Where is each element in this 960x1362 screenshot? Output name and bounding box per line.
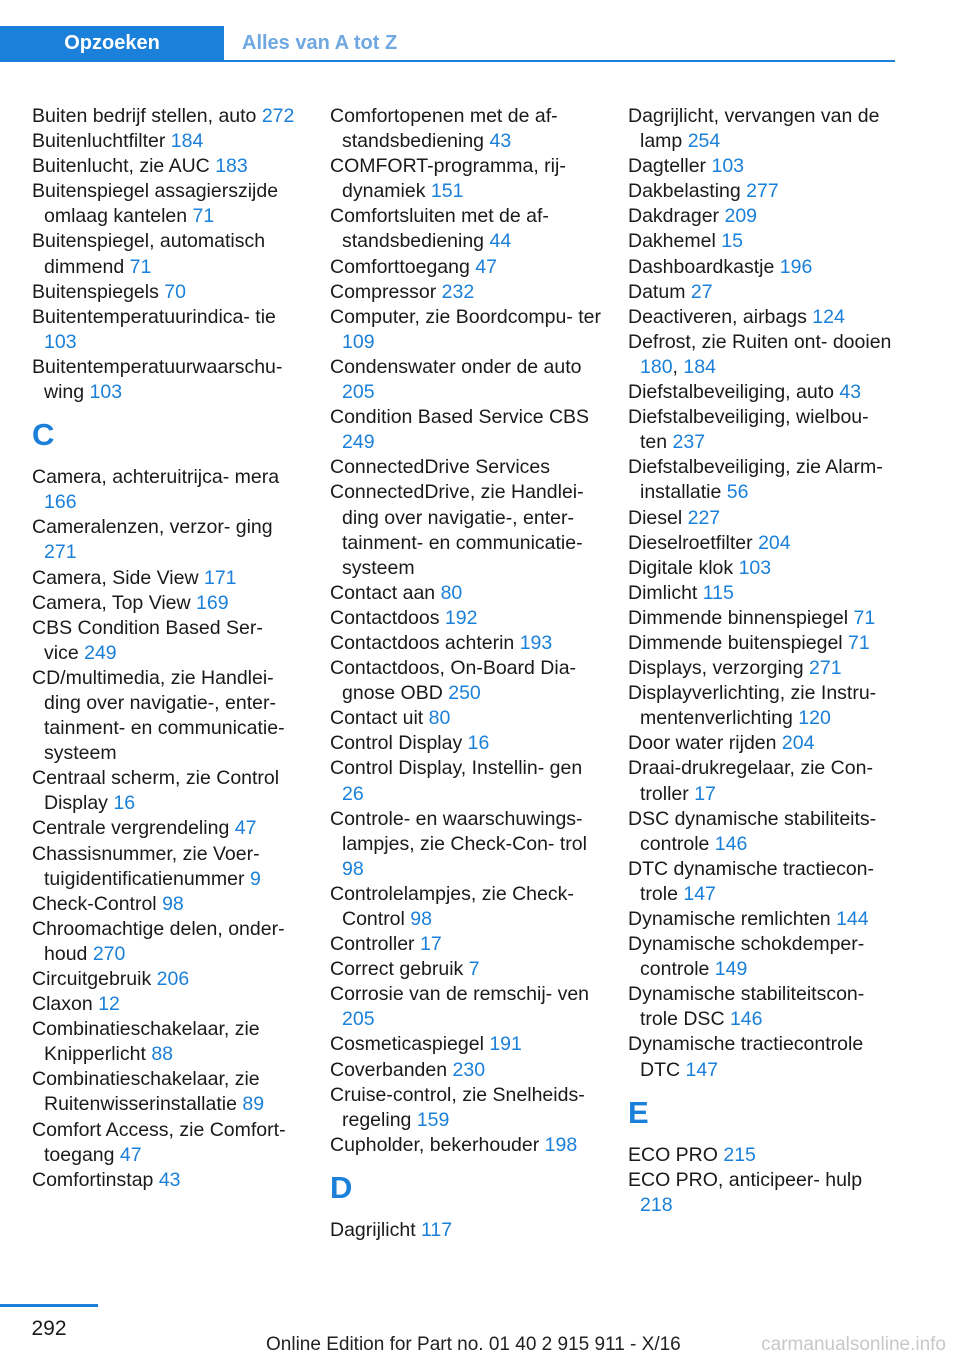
page-link[interactable]: 103 xyxy=(711,155,745,178)
index-entry xyxy=(628,556,900,581)
index-entry xyxy=(330,807,602,882)
page-link[interactable]: 271 xyxy=(809,657,842,680)
index-term: ConnectedDrive, zie Handlei‐ ding over navigatie-, enter‐ tainment- en communicatie‐ systeem xyxy=(330,481,584,579)
index-term: Cupholder, bekerhouder xyxy=(330,1133,540,1156)
page-link[interactable]: 47 xyxy=(475,255,497,278)
index-term: ECO PRO xyxy=(628,1143,718,1166)
index-entry xyxy=(628,154,900,179)
index-entry xyxy=(32,1118,302,1168)
index-entry xyxy=(32,591,302,616)
index-entry xyxy=(628,305,900,330)
index-entry xyxy=(330,606,602,631)
page-link[interactable]: 56 xyxy=(726,481,749,504)
index-term: Compressor xyxy=(330,280,437,303)
index-entry xyxy=(330,1133,602,1158)
page-link[interactable]: 149 xyxy=(714,958,748,981)
page-link[interactable]: 254 xyxy=(687,130,721,153)
index-term: Corrosie van de remschij‐ ven xyxy=(330,983,590,1006)
page-link[interactable]: 98 xyxy=(342,857,364,880)
index-entry xyxy=(330,204,602,254)
index-entry xyxy=(628,531,900,556)
index-entry xyxy=(628,681,900,731)
index-entry xyxy=(330,1058,602,1083)
index-entry xyxy=(330,305,602,355)
page-link[interactable]: 230 xyxy=(452,1058,486,1081)
page-link[interactable]: 80 xyxy=(428,707,451,730)
index-term: Dakdrager xyxy=(628,205,720,228)
index-term: DTC dynamische tractiecon‐ trole xyxy=(628,857,874,905)
page-link[interactable]: 80 xyxy=(440,581,463,604)
index-entry xyxy=(32,892,302,917)
index-entry xyxy=(330,882,602,932)
page-link[interactable]: 183 xyxy=(215,155,248,178)
index-term: Controlelampjes, zie Check- Control xyxy=(330,882,574,930)
index-term: Dakhemel xyxy=(628,230,716,253)
index-term: Check-Control xyxy=(32,892,157,915)
index-term: CD/multimedia, zie Handlei‐ ding over navigatie-, enter‐ tainment- en communicatie‐ systeem xyxy=(32,666,285,765)
index-entry xyxy=(32,816,302,841)
index-term: Control Display, Instellin‐ gen xyxy=(330,757,583,780)
page-link[interactable]: 70 xyxy=(164,280,186,303)
page-link[interactable]: 71 xyxy=(192,205,215,228)
index-term: DSC dynamische stabiliteits‐ controle xyxy=(628,807,877,855)
index-entry xyxy=(628,907,900,932)
page-link[interactable]: 12 xyxy=(98,993,120,1016)
index-term: Dagrijlicht, vervangen van de lamp xyxy=(628,105,880,153)
index-term: Door water rijden xyxy=(628,732,777,755)
edition-text: Online Edition for Part no. 01 40 2 915 911 - X/16 xyxy=(266,1334,681,1355)
page-link[interactable]: 171 xyxy=(203,566,237,589)
index-term: Computer, zie Boordcompu‐ ter xyxy=(330,305,601,328)
index-entry xyxy=(628,581,900,606)
index-entry xyxy=(32,355,302,405)
index-term: Centrale vergrendeling xyxy=(32,817,230,840)
index-term: Contact uit xyxy=(330,707,424,730)
page-link[interactable]: 9 xyxy=(249,867,261,890)
index-term: Chassisnummer, zie Voer‐ tuigidentificatienummer xyxy=(32,842,260,890)
index-entry xyxy=(32,129,302,154)
index-term: Contactdoos, On-Board Dia‐ gnose OBD xyxy=(330,657,577,705)
page-link[interactable]: 249 xyxy=(84,641,117,664)
index-entry xyxy=(32,104,302,129)
page-link[interactable]: 159 xyxy=(416,1108,450,1131)
index-term: Combinatieschakelaar, zie Knipperlicht xyxy=(32,1018,260,1066)
page-link[interactable]: 169 xyxy=(196,591,229,614)
page-link[interactable]: 204 xyxy=(758,531,791,554)
index-term: Digitale klok xyxy=(628,556,734,579)
page-link[interactable]: 249 xyxy=(342,431,375,454)
page-link[interactable]: 191 xyxy=(489,1033,522,1056)
index-term: Buitenlucht, zie AUC xyxy=(32,155,210,178)
page-link[interactable]: 271 xyxy=(44,541,77,564)
index-entry xyxy=(32,992,302,1017)
index-entry xyxy=(628,857,900,907)
page-link[interactable]: 180 xyxy=(640,355,673,378)
page-link[interactable]: 124 xyxy=(812,305,845,328)
page-link[interactable]: 103 xyxy=(44,330,77,353)
index-term: Datum xyxy=(628,280,686,303)
index-term: Dagrijlicht xyxy=(330,1218,416,1241)
page-link[interactable]: 7 xyxy=(468,958,480,981)
index-entry xyxy=(330,706,602,731)
index-term: Dakbelasting xyxy=(628,180,741,203)
index-term: Buitenspiegel, automatisch dimmend xyxy=(32,230,266,278)
index-entry xyxy=(628,731,900,756)
index-entry: Defrost, zie Ruiten ont‐ dooien 180, 184 xyxy=(628,330,892,378)
index-term: COMFORT-programma, rij‐ dynamiek xyxy=(330,155,566,203)
page-link[interactable]: 89 xyxy=(242,1093,265,1116)
index-entry xyxy=(628,756,900,806)
index-entry xyxy=(330,932,602,957)
index-term: Claxon xyxy=(32,993,93,1016)
index-entry xyxy=(330,1083,602,1133)
page-link[interactable]: 71 xyxy=(848,631,870,654)
page-link[interactable]: 193 xyxy=(519,631,553,654)
page-link[interactable]: 192 xyxy=(444,606,478,629)
page-link[interactable]: 43 xyxy=(489,130,512,153)
index-entry xyxy=(330,731,602,756)
index-term: Comfortsluiten met de af‐ standsbediening xyxy=(330,205,549,253)
index-entry xyxy=(330,756,602,806)
index-term: Dimmende buitenspiegel xyxy=(628,631,843,654)
page-link[interactable]: 15 xyxy=(721,230,743,253)
index-term: Buitenspiegel assagierszijde omlaag kantelen xyxy=(32,180,279,228)
index-entry xyxy=(330,957,602,982)
index-entry xyxy=(628,932,900,982)
index-entry xyxy=(628,1168,900,1218)
page-link[interactable]: 17 xyxy=(419,933,442,956)
page-link[interactable]: 147 xyxy=(685,1058,719,1081)
page-link[interactable]: 227 xyxy=(687,506,721,529)
page-link[interactable]: 47 xyxy=(234,817,257,840)
index-column-2 xyxy=(330,104,602,1243)
index-term: Correct gebruik xyxy=(330,958,464,981)
index-term: Controller xyxy=(330,933,415,956)
index-entry xyxy=(32,842,302,892)
index-column-3 xyxy=(628,104,900,1218)
page-link[interactable]: 16 xyxy=(467,732,490,755)
page-link[interactable]: 71 xyxy=(129,255,152,278)
page-link[interactable]: 43 xyxy=(158,1168,181,1191)
index-term: Camera, achteruitrijca‐ mera xyxy=(32,466,280,489)
index-term: ECO PRO, anticipeer‐ hulp xyxy=(628,1168,863,1191)
page-link[interactable]: 44 xyxy=(489,230,512,253)
page-link[interactable]: 206 xyxy=(156,968,190,990)
page-link[interactable]: 272 xyxy=(261,105,295,127)
index-entry xyxy=(628,1143,900,1168)
index-entry xyxy=(330,455,602,480)
index-entry xyxy=(628,204,900,229)
index-entry xyxy=(330,405,602,455)
tab-opzoeken[interactable]: Opzoeken xyxy=(0,26,224,60)
header-divider xyxy=(0,60,895,62)
page-link[interactable]: 109 xyxy=(342,330,375,353)
index-term: Dashboardkastje xyxy=(628,255,775,278)
index-entry xyxy=(32,917,302,967)
index-term: Dynamische remlichten xyxy=(628,908,831,930)
index-entry xyxy=(628,229,900,254)
index-term: Camera, Side View xyxy=(32,566,199,589)
index-entry xyxy=(32,967,302,992)
page-link[interactable]: 205 xyxy=(342,381,375,404)
index-term: Buitentemperatuurindica‐ tie xyxy=(32,305,276,328)
index-term: Combinatieschakelaar, zie Ruitenwisserinstallatie xyxy=(32,1068,260,1116)
page-link[interactable]: 146 xyxy=(729,1008,763,1031)
index-term: Defrost, zie Ruiten ont‐ dooien xyxy=(628,330,892,353)
index-entry xyxy=(32,515,302,565)
index-entry xyxy=(32,766,302,816)
index-entry xyxy=(628,631,900,656)
index-term: Dieselroetfilter xyxy=(628,531,753,554)
index-entry xyxy=(330,280,602,305)
page-link[interactable]: 250 xyxy=(448,682,481,705)
footer-divider xyxy=(0,1304,98,1307)
page-link[interactable]: 88 xyxy=(151,1043,174,1066)
page-link[interactable]: 16 xyxy=(113,792,136,815)
index-entry xyxy=(628,280,900,305)
index-term: Coverbanden xyxy=(330,1058,448,1081)
section-letter: D xyxy=(330,1169,353,1205)
page-link[interactable]: 232 xyxy=(441,280,475,303)
index-term: Camera, Top View xyxy=(32,591,191,614)
index-term: Diesel xyxy=(628,506,683,529)
index-term: Dynamische stabiliteitscon‐ trole DSC xyxy=(628,983,865,1031)
index-entry xyxy=(32,154,302,179)
index-term: Comfortinstap xyxy=(32,1168,154,1191)
page-link[interactable]: 277 xyxy=(746,180,779,203)
index-entry xyxy=(628,1032,900,1082)
page-link[interactable]: 237 xyxy=(672,431,706,454)
index-entry xyxy=(330,480,602,580)
page-link[interactable]: 209 xyxy=(724,205,758,228)
index-term: Draai-drukregelaar, zie Con‐ troller xyxy=(628,757,873,805)
page-link[interactable]: 270 xyxy=(92,942,126,965)
page-link[interactable]: 218 xyxy=(640,1193,673,1216)
index-term: Buiten bedrijf stellen, auto xyxy=(32,105,257,127)
page-link[interactable]: 151 xyxy=(430,180,464,203)
index-term: Deactiveren, airbags xyxy=(628,305,807,328)
index-entry xyxy=(330,104,602,154)
index-entry xyxy=(628,506,900,531)
index-entry xyxy=(628,606,900,631)
index-entry xyxy=(330,154,602,204)
index-term: Centraal scherm, zie Control Display xyxy=(32,767,280,815)
index-term: Condition Based Service CBS xyxy=(330,406,590,429)
index-entry xyxy=(330,631,602,656)
index-term: Dagteller xyxy=(628,155,707,178)
index-entry xyxy=(32,616,302,666)
tab-alles-van-a-tot-z[interactable]: Alles van A tot Z xyxy=(242,32,398,54)
page-link[interactable]: 184 xyxy=(170,130,204,153)
page-link[interactable]: 144 xyxy=(836,908,869,930)
section-letter: C xyxy=(32,417,55,453)
page-link[interactable]: 115 xyxy=(702,581,734,604)
index-entry xyxy=(628,179,900,204)
index-term: Dynamische schokdemper‐ controle xyxy=(628,933,865,981)
index-term: Dimmende binnenspiegel xyxy=(628,606,849,629)
index-entry xyxy=(330,982,602,1032)
page-link[interactable]: 198 xyxy=(544,1133,578,1156)
index-entry xyxy=(330,355,602,405)
section-letter: E xyxy=(628,1094,649,1130)
index-entry xyxy=(32,566,302,591)
index-term: Diefstalbeveiliging, wielbou‐ ten xyxy=(628,406,869,454)
index-term: Controle- en waarschuwings‐ lampjes, zie Check-Con‐ trol xyxy=(330,807,587,855)
index-term: Comforttoegang xyxy=(330,255,470,278)
index-term: Cameralenzen, verzor‐ ging xyxy=(32,516,273,539)
page-link[interactable]: 103 xyxy=(738,556,772,579)
page-link[interactable]: 166 xyxy=(44,491,77,514)
index-entry xyxy=(32,465,302,515)
index-entry xyxy=(32,229,302,279)
index-term: Condenswater onder de auto xyxy=(330,355,582,378)
index-entry xyxy=(628,982,900,1032)
index-entry xyxy=(32,305,302,355)
page-link[interactable]: 26 xyxy=(342,782,364,805)
index-term: Contactdoos xyxy=(330,606,440,629)
index-term: Comfortopenen met de af‐ standsbediening xyxy=(330,105,558,153)
index-entry xyxy=(32,179,302,229)
page-link[interactable]: 147 xyxy=(683,882,716,905)
index-term: Diefstalbeveiliging, auto xyxy=(628,381,834,404)
index-entry xyxy=(330,581,602,606)
page-link[interactable]: 146 xyxy=(714,832,748,855)
index-term: Diefstalbeveiliging, zie Alarm‐ installatie xyxy=(628,456,883,504)
page-link[interactable]: 43 xyxy=(839,381,862,404)
index-entry xyxy=(330,255,602,280)
index-entry xyxy=(32,1168,302,1193)
index-entry xyxy=(32,1067,302,1117)
index-entry xyxy=(330,656,602,706)
page-link[interactable]: 47 xyxy=(119,1143,142,1166)
index-term: Displayverlichting, zie Instru‐ mentenverlichting xyxy=(628,682,877,730)
page-link[interactable]: 196 xyxy=(779,255,813,278)
page-link[interactable]: 205 xyxy=(342,1008,375,1031)
page-link[interactable]: 117 xyxy=(421,1218,453,1241)
page-number: 292 xyxy=(31,1317,67,1340)
index-entry xyxy=(628,405,900,455)
index-entry xyxy=(628,255,900,280)
index-term: Dimlicht xyxy=(628,581,698,604)
index-entry xyxy=(32,1017,302,1067)
page-link[interactable]: 27 xyxy=(690,280,713,303)
page-link[interactable]: 184 xyxy=(683,355,716,378)
index-term: Displays, verzorging xyxy=(628,657,804,680)
page-link[interactable]: 215 xyxy=(723,1143,756,1166)
index-term: Buitenspiegels xyxy=(32,280,159,303)
index-entry xyxy=(32,280,302,305)
index-term: Control Display xyxy=(330,732,463,755)
page-link[interactable]: 120 xyxy=(798,707,831,730)
index-term: Chroomachtige delen, onder‐ houd xyxy=(32,917,285,965)
watermark-text: carmanualsonline.info xyxy=(761,1334,946,1355)
page-header xyxy=(0,26,895,62)
page-link[interactable]: 103 xyxy=(89,381,123,404)
index-entry xyxy=(628,104,900,154)
index-entry xyxy=(628,380,900,405)
index-term: Cosmeticaspiegel xyxy=(330,1033,484,1056)
index-term: ConnectedDrive Services xyxy=(330,456,551,479)
index-entry xyxy=(628,656,900,681)
index-term: Cruise-control, zie Snelheids‐ regeling xyxy=(330,1083,585,1131)
page-link[interactable]: 71 xyxy=(853,606,876,629)
page-link[interactable]: 17 xyxy=(694,782,716,805)
index-term: Contactdoos achterin xyxy=(330,631,515,654)
index-term: Contact aan xyxy=(330,581,436,604)
index-term: Comfort Access, zie Comfort‐ toegang xyxy=(32,1118,286,1166)
index-entry xyxy=(330,1218,602,1243)
index-term: Buitenluchtfilter xyxy=(32,130,166,153)
index-column-1 xyxy=(32,104,302,1193)
page-link[interactable]: 98 xyxy=(410,908,432,930)
index-entry xyxy=(32,666,302,766)
index-entry xyxy=(628,455,900,505)
index-term: CBS Condition Based Ser‐ vice xyxy=(32,616,263,664)
index-term: Circuitgebruik xyxy=(32,968,152,990)
index-entry xyxy=(628,807,900,857)
index-entry xyxy=(330,1032,602,1057)
index-term: Dynamische tractiecontrole DTC xyxy=(628,1033,864,1081)
page-link[interactable]: 204 xyxy=(781,732,815,755)
page-link[interactable]: 98 xyxy=(162,892,184,915)
index-term: Buitentemperatuurwaarschu‐ wing xyxy=(32,355,283,404)
